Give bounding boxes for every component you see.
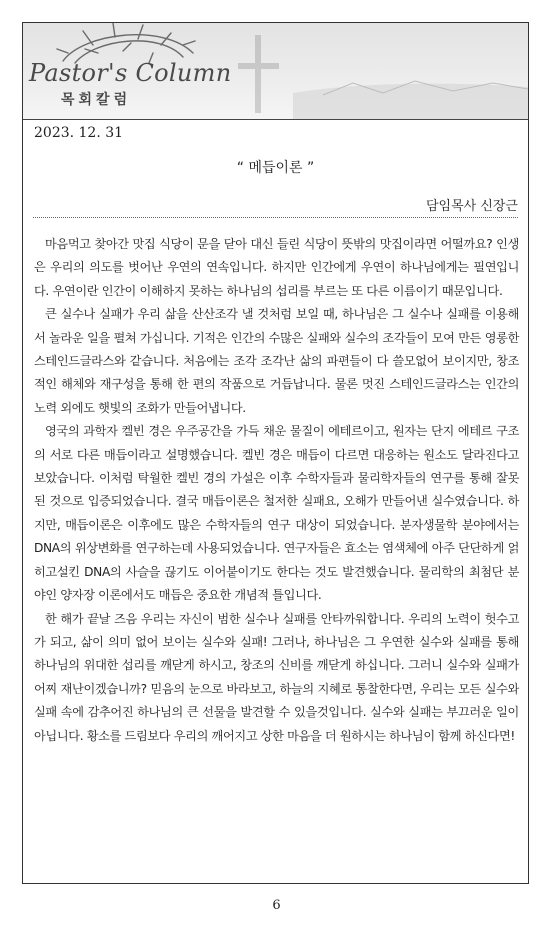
article-author: 담임목사 신장근	[425, 199, 518, 214]
column-subtitle: 목회칼럼	[61, 92, 132, 108]
article-title: “ 메듭이론 ”	[236, 160, 315, 176]
column-frame	[22, 22, 529, 884]
article-date: 2023. 12. 31	[34, 125, 124, 141]
dotted-divider	[33, 217, 518, 218]
paragraph: 한 해가 끝날 즈음 우리는 자신이 범한 실수나 실패를 안타까워합니다. 우리의 노력이 헛수고가 되고, 삶이 의미 없어 보이는 실수와 실패! 그러나, 하나님은 그 우연한 실수와 실패를 통해 하나님의 위대한 섭리를 깨닫게 하시고, 창조의 신비를 깨닫게 하십니다. 그러니 실수와 실패가 어찌 재난이겠습니까? 믿음의 눈으로 바라보고, 하늘의 지혜로 통찰한다면, 우리는 모든 실수와 실패 속에 감추어진 하나님의 큰 선물을 발견할 수 있을것입니다. 실수와 실패는 부끄러운 일이 아닙니다. 황소를 드림보다 우리의 깨어지고 상한 마음을 더 원하시는 하나님이 함께 하신다면!	[34, 611, 519, 743]
page-number: 6	[272, 898, 281, 913]
paragraph: 영국의 과학자 켈빈 경은 우주공간을 가득 채운 물질이 에테르이고, 원자는 단지 에테르 구조의 서로 다른 매듭이라고 설명했습니다. 켈빈 경은 매듭이 다르면 대응하는 원소도 달라진다고 보았습니다. 이처럼 탁월한 켈빈 경의 가설은 이후 수학자들과 물리학자들의 연구를 통해 잘못된 것으로 입증되었습니다. 결국 매듭이론은 철저한 실패요, 오해가 만들어낸 실수였습니다. 하지만, 매듭이론은 이후에도 많은 수학자들의 연구 대상이 되었습니다. 분자생물학 분야에서는 DNA의 위상변화를 연구하는데 사용되었습니다. 연구자들은 효소는 염색체에 아주 단단하게 얽히고설킨 DNA의 사슬을 끊기도 이어붙이기도 한다는 것도 발견했습니다. 물리학의 최첨단 분야인 양자장 이론에서도 매듭은 중요한 개념적 틀입니다.	[34, 424, 519, 603]
article-body	[34, 233, 519, 748]
column-title: Pastor's Column	[29, 59, 232, 87]
paragraph: 마음먹고 찾아간 맛집 식당이 문을 닫아 대신 들린 식당이 뜻밖의 맛집이라면 어떨까요? 인생은 우리의 의도를 벗어난 우연의 연속입니다. 하지만 인간에게 우연이 하나님에게는 필연입니다. 우연이란 인간이 이해하지 못하는 하나님의 섭리를 부르는 또 다른 이름이기 때문입니다.	[34, 237, 520, 298]
column-header	[23, 23, 528, 120]
paragraph: 큰 실수나 실패가 우리 삶을 산산조각 낼 것처럼 보일 때, 하나님은 그 실수나 실패를 이용해서 놀라운 일을 펼쳐 가십니다. 기적은 인간의 수많은 실패와 실수의 조각들이 모여 만든 영롱한 스테인드글라스와 같습니다. 처음에는 조각 조각난 삶의 파편들이 다 쓸모없어 보이지만, 창조적인 해체와 재구성을 통해 한 편의 작품으로 거듭납니다. 물론 멋진 스테인드글라스는 인간의 노력 외에도 햇빛의 조화가 만들어냅니다.	[34, 307, 519, 415]
